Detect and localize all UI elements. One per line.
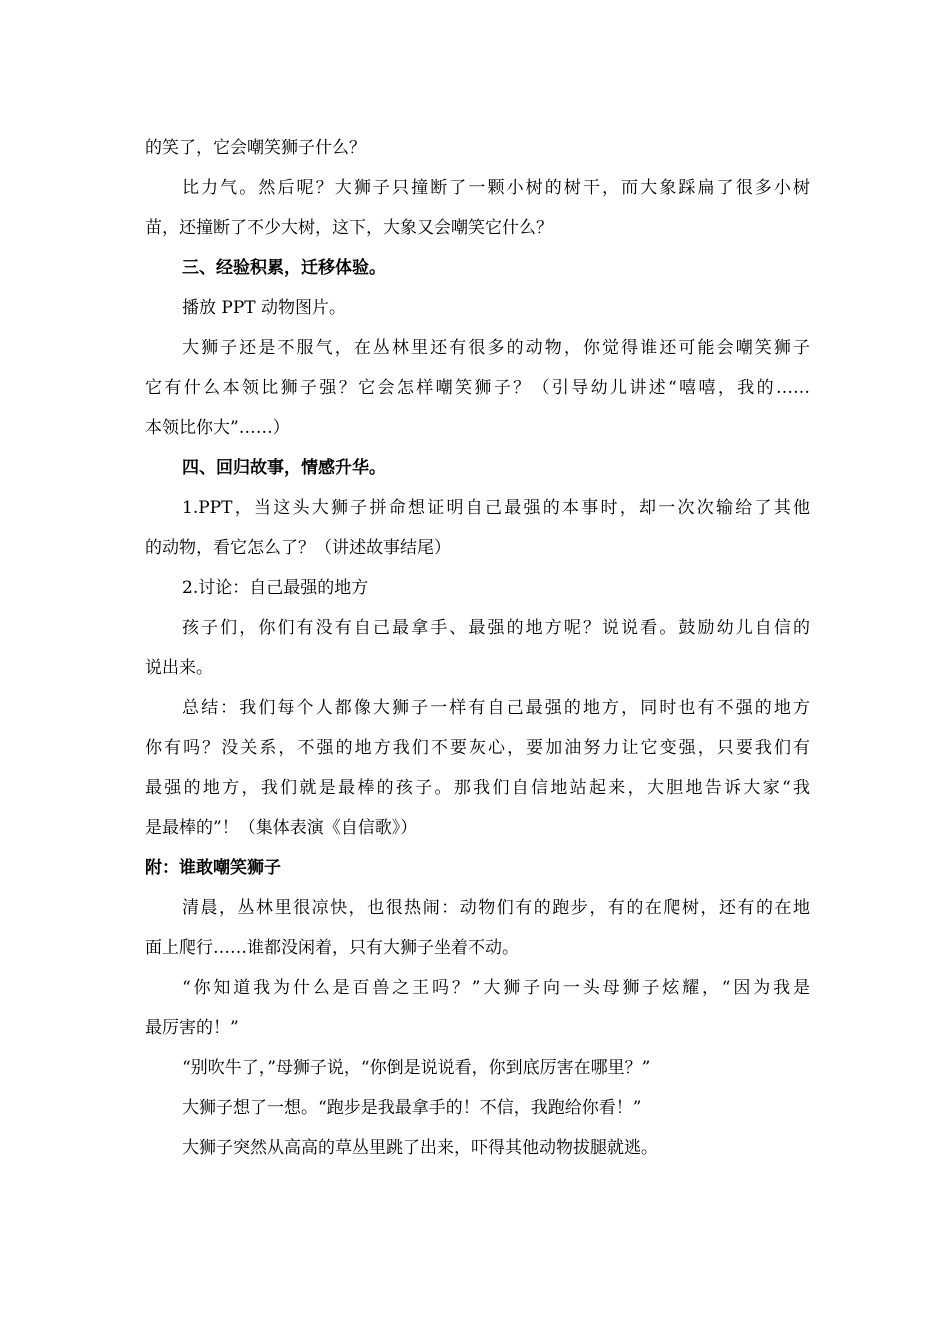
paragraph-line: 播放 PPT 动物图片。 [182, 298, 347, 318]
paragraph-line: 最强的地方，我们就是最棒的孩子。那我们自信地站起来，大胆地告诉大家“我 [145, 778, 810, 798]
paragraph-line: 2.讨论：自己最强的地方 [182, 578, 369, 598]
section-heading: 四、回归故事，情感升华。 [182, 458, 386, 478]
paragraph-line: 的笑了，它会嘲笑狮子什么？ [145, 138, 366, 158]
paragraph-line: 说出来。 [145, 658, 213, 678]
paragraph-line: 孩子们，你们有没有自己最拿手、最强的地方呢？说说看。鼓励幼儿自信的 [182, 618, 810, 638]
paragraph-line: 清晨，丛林里很凉快，也很热闹：动物们有的跑步，有的在爬树，还有的在地 [182, 898, 810, 918]
paragraph-line: 比力气。然后呢？大狮子只撞断了一颗小树的树干，而大象踩扁了很多小树 [182, 178, 810, 198]
paragraph-line: 1.PPT，当这头大狮子拼命想证明自己最强的本事时，却一次次输给了其他 [182, 498, 810, 518]
paragraph-line: 大狮子突然从高高的草丛里跳了出来，吓得其他动物拔腿就逃。 [182, 1138, 658, 1158]
paragraph-line: 你有吗？没关系，不强的地方我们不要灰心，要加油努力让它变强，只要我们有 [145, 738, 810, 758]
section-heading: 附：谁敢嘲笑狮子 [145, 858, 281, 878]
paragraph-line: 大狮子还是不服气，在丛林里还有很多的动物，你觉得谁还可能会嘲笑狮子 [182, 338, 810, 358]
paragraph-line: 本领比你大”……） [145, 418, 290, 438]
paragraph-line: 大狮子想了一想。“跑步是我最拿手的！不信，我跑给你看！” [182, 1098, 642, 1118]
paragraph-line: 是最棒的”！（集体表演《自信歌》） [145, 818, 418, 838]
paragraph-line: 它有什么本领比狮子强？它会怎样嘲笑狮子？（引导幼儿讲述“嘻嘻，我的…… [145, 378, 810, 398]
paragraph-line: 苗，还撞断了不少大树，这下，大象又会嘲笑它什么？ [145, 218, 553, 238]
document-page [145, 130, 810, 1170]
paragraph-line: “你知道我为什么是百兽之王吗？”大狮子向一头母狮子炫耀，“因为我是 [182, 978, 810, 998]
paragraph-line: 总结：我们每个人都像大狮子一样有自己最强的地方，同时也有不强的地方 [182, 698, 810, 718]
paragraph-line: 面上爬行……谁都没闲着，只有大狮子坐着不动。 [145, 938, 519, 958]
paragraph-line: 的动物，看它怎么了？（讲述故事结尾） [145, 538, 451, 558]
section-heading: 三、经验积累，迁移体验。 [182, 258, 386, 278]
paragraph-line: 最厉害的！” [145, 1018, 239, 1038]
paragraph-line: “别吹牛了，”母狮子说，“你倒是说说看，你到底厉害在哪里？” [182, 1058, 651, 1078]
